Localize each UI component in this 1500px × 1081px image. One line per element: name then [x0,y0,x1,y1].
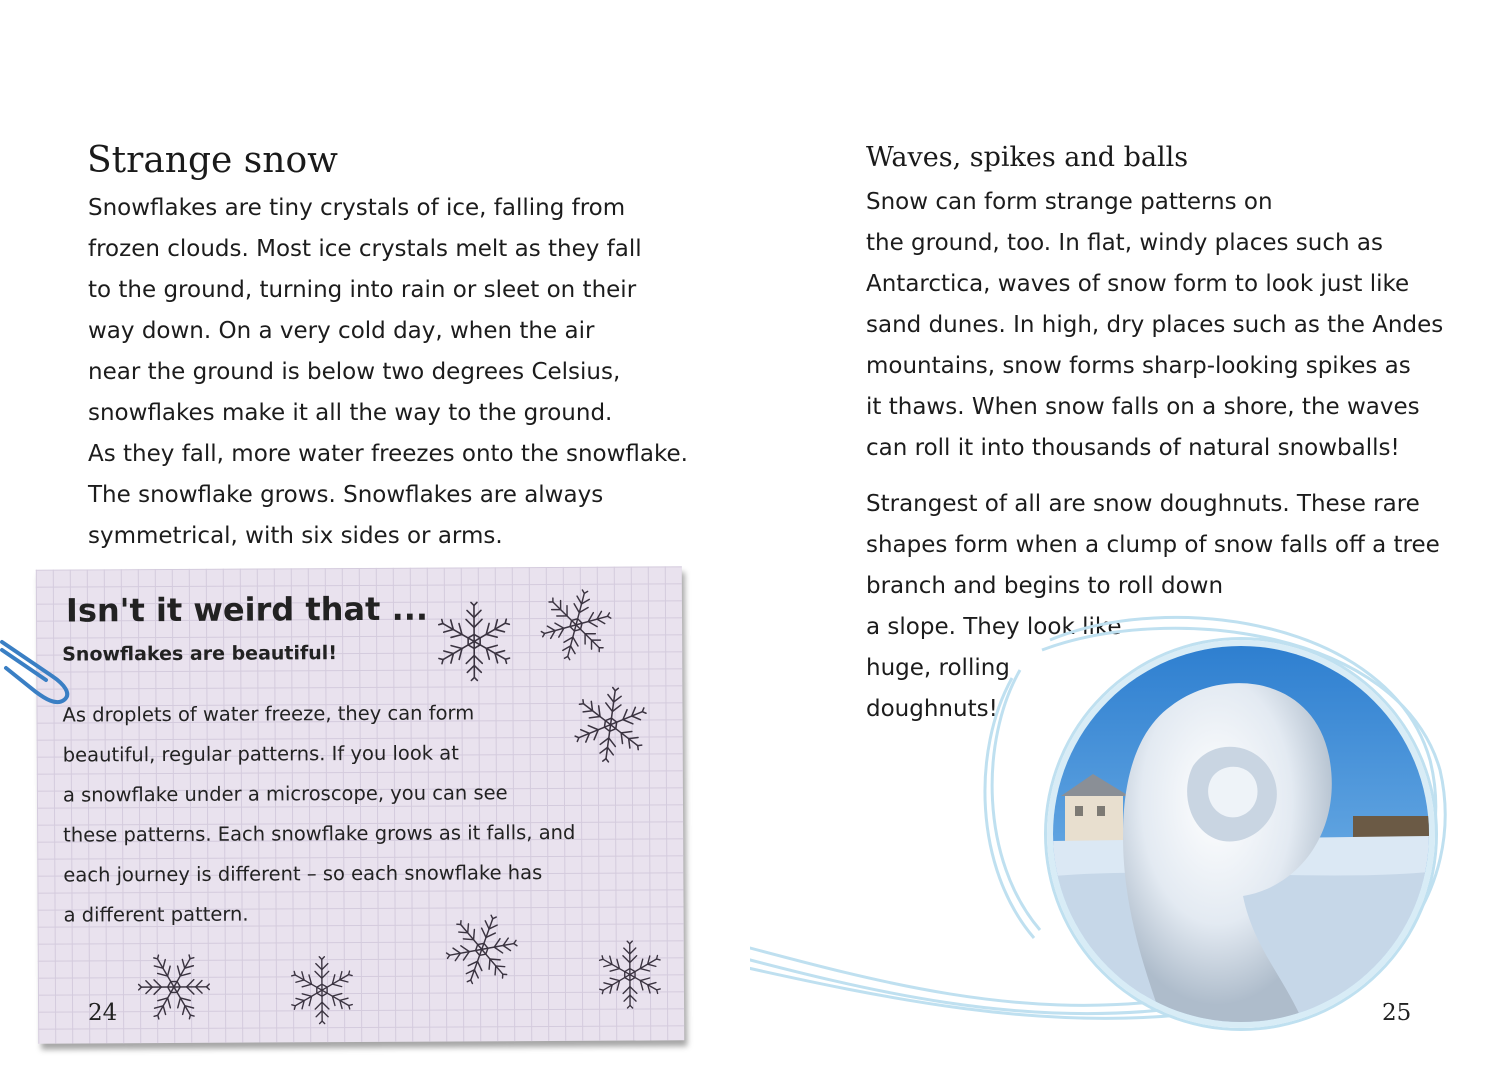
text-line: mountains, snow forms sharp-looking spikes as [866,353,1411,379]
fact-note-card [36,566,684,1043]
text-line: The snowflake grows. Snowflakes are always [88,482,604,508]
snowflake-icon [594,938,666,1010]
snowflake-icon [136,949,212,1025]
text-line: Antarctica, waves of snow form to look just like [866,271,1410,297]
text-line: a slope. They look like [866,614,1122,640]
text-line: the ground, too. In flat, windy places such as [866,230,1383,256]
paperclip-icon [0,628,80,712]
text-line: way down. On a very cold day, when the air [88,318,595,344]
note-line: these patterns. Each snowflake grows as it falls, and [63,820,576,847]
text-line: to the ground, turning into rain or sleet on their [88,277,637,303]
note-subtitle: Snowflakes are beautiful! [62,642,338,666]
text-line: frozen clouds. Most ice crystals melt as they fall [88,236,642,262]
snow-doughnut-photo [1047,640,1435,1028]
note-title: Isn't it weird that ... [65,589,429,630]
text-line: branch and begins to roll down [866,573,1224,599]
text-line: near the ground is below two degrees Celsius, [88,359,621,385]
text-line: doughnuts! [866,696,998,722]
text-line: sand dunes. In high, dry places such as the Andes [866,312,1444,338]
note-line: a different pattern. [63,902,249,927]
text-line: snowflakes make it all the way to the ground. [88,400,613,426]
page-number: 25 [1382,1000,1412,1026]
text-line: Snowflakes are tiny crystals of ice, falling from [88,195,626,221]
note-line: a snowflake under a microscope, you can see [62,781,508,807]
text-line: huge, rolling [866,655,1010,681]
note-body [62,693,575,936]
text-line: can roll it into thousands of natural snowballs! [866,435,1400,461]
right-page [750,0,1500,1081]
snowflake-icon [570,684,650,764]
page-number: 24 [88,1000,118,1026]
text-line: shapes form when a clump of snow falls off a tree [866,532,1440,558]
note-line: each journey is different – so each snowflake has [63,861,543,887]
snowflake-icon [286,954,358,1026]
page-title: Strange snow [87,140,338,181]
text-line: As they fall, more water freezes onto the snowflake. [88,441,688,467]
left-body-text [88,188,688,557]
right-paragraph-1 [866,182,1443,469]
snowflake-icon [538,587,614,663]
text-line: it thaws. When snow falls on a shore, the waves [866,394,1420,420]
snowflake-icon [432,599,516,683]
text-line: symmetrical, with six sides or arms. [88,523,503,549]
section-heading: Waves, spikes and balls [866,142,1189,173]
note-line: beautiful, regular patterns. If you look at [62,741,459,767]
snowflake-icon [444,911,520,987]
text-line: Strangest of all are snow doughnuts. These rare [866,491,1420,517]
note-line: As droplets of water freeze, they can form [62,701,475,727]
text-line: Snow can form strange patterns on [866,189,1273,215]
